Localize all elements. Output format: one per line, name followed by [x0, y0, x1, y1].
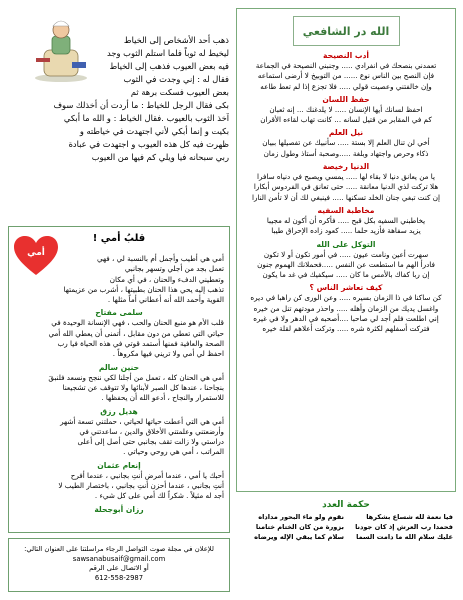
essay-line: دراستي ولا زالت تقف بجانبي حتى أصل إلى أعلى [77, 437, 224, 447]
essay-line: قلب الأم هو منبع الحنان والحب ، فهي الإنسانة الوحيدة في [51, 318, 224, 328]
author-name: إنعام عثمان [97, 460, 141, 470]
essay-line: للاستمرار والنجاح ، أدعو الله أن يحفظها . [101, 393, 224, 403]
poem-line: احفظ لسانك أيها الإنسان ..... لا يلدغنك ... إنه ثعبان [269, 104, 423, 114]
section-heading: نيل العلم [328, 128, 364, 138]
essay-line: أحبك يا أمي ، عندما أمرض أنتِ بجانبي ، عندما أفرح [70, 470, 224, 480]
poem-line: كم في المقابر من قتيل لسانه ... كانت تهاب لقاءه الأقران [260, 115, 432, 125]
author-name: هديل رزق [100, 406, 138, 416]
ad-contact-panel [8, 538, 230, 592]
essay-line: أمي هي الحنان كله ، تعمل من أجلنا لكي ننجح ونسعد فلنبقَ [48, 372, 224, 382]
heart-icon [13, 235, 59, 277]
poem-line: كن ساكنا في ذا الزمان بسيره ..... وعن الورى كن راهبا في ديره [250, 293, 442, 303]
story-line: ربي سبحانه فيا ويلي كم فيها من العيوب [91, 152, 229, 162]
poem-line: يخاطبني السفيه بكل قبح ..... فأكره أن أكون له مجيبا [266, 215, 426, 225]
poem-line: سهرت أعين ونامت عيون ..... في أمور تكون أو لا تكون [263, 249, 429, 259]
author-name: سلمى مفتاح [95, 308, 143, 318]
story-line: بكيت و إنما أبكي لأني اجتهدت في خياطته و [79, 126, 229, 136]
verse: بزورة من كان الختام ختامنا [255, 523, 344, 531]
mother-heading: قلبُ أمي ! [92, 233, 146, 244]
story-line: ليخيط له ثوباً فلما استلم الثوب وجد [107, 48, 229, 58]
wisdom-verses [236, 512, 456, 542]
essay-line: تعمل بجد من أجلي وتسهر بجانبي [124, 264, 224, 274]
verse: نقوم ولو ماء البحور مداداه [258, 513, 344, 521]
poem-line: هلا تركت لذي الدنيا معانقة ..... حتى تعانق في الفردوس أبكارا [253, 182, 439, 192]
poem-line: وإن خالفتني وعصيت قولي ..... فلا تجزع إذا لم تعط طاعه [260, 81, 432, 91]
story-line: بكى فقال الرجل للخياط : ما أردت أن أخذلك سوف [53, 100, 229, 110]
section-heading: التوكل على الله [316, 239, 376, 249]
story-line: ذهب أحد الأشخاص إلى الخياط [123, 35, 229, 45]
story-line: ظهرت فيه كل هذه العيوب و اجتهدت في عبادة [68, 139, 229, 149]
essay-line: أمي هي أطيب وأجمل أم بالنسبة لي ، فهي [96, 254, 224, 263]
section-heading: حفظ اللسان [322, 94, 370, 104]
essay-line: أنتِ بجانبي ، عندما أحزن أنتِ بجانبي ، باختصار الطيب لا [58, 481, 224, 491]
poem-line: فإن النصح بين الناس نوع ...... من التوبيخ لا أرضى استماعه [257, 71, 435, 81]
verse: عليك سلام الله ما دامت السما [356, 533, 453, 541]
section-heading: أدب النصيحة [323, 51, 369, 60]
poem-line: فتركت أسفلهم لكثرة شره ..... وتركت أعلاهم لقلة خيره [262, 324, 430, 334]
verse: فحمدا رب العرش إذ كان جودنا [355, 523, 453, 531]
heart-label: أمي [27, 248, 45, 258]
essay-line: الصحة والعافية فمنها أستمد قوتي في هذه الحياة فيا رب [57, 339, 224, 349]
verse: سلام كما يبقي الإله ويرضاه [254, 533, 344, 541]
story-line: فيه بعض العيوب فذهب إلى الخياط [109, 61, 229, 71]
essay-line: وتعطيني الدفء والحنان ، في أي مكان [109, 274, 224, 284]
essay-line: القوية وأحمد الله أنه أعطاني أماً مثلها . [107, 295, 224, 305]
poem-line: يا من يعانق دنيا لا بقاء لها ..... يمسي ويصبح في دنياه سافرا [257, 172, 435, 182]
section-heading: الدنيا رخيصة [322, 162, 370, 172]
ad-phone: 612-558-2987 [94, 573, 144, 582]
author-name: رزان أبوجحلة [94, 504, 144, 514]
mother-panel [8, 226, 230, 533]
shafii-body [237, 50, 455, 335]
essay-line: حياتي التي تعطي من دون مقابل ، أتمنى أن يعطي الله أمي [48, 328, 224, 338]
wisdom-title: حكمة العدد [322, 500, 370, 510]
poem-line: أخي لن تنال العلم إلا بستة ..... سأنبيك عن تفصيلها ببيان [262, 138, 430, 148]
poem-line: إن كنت تبغي جنان الخلد تسكنها ..... فينبغي لك أن لا تأمن النارا [251, 192, 441, 202]
story-panel [8, 8, 229, 220]
essay-line: المراتب ، أمي هي روحي وحياتي . [123, 447, 224, 457]
story-line: آخذ الثوب بالعيوب .فقال الخياط : و الله ما أبكي [63, 113, 229, 123]
poem-line: فادرأ الهم ما استطعت عن النفس .....فحملانك الهموم جنون [257, 259, 435, 269]
section-heading: كيف تعاشر الناس ؟ [309, 283, 383, 293]
story-line: فقال له : إني وجدت في الثوب [123, 74, 229, 84]
verse: فيا نعمة لله شساع بشكرها [366, 513, 453, 521]
ad-line: للإعلان في مجلة صوت التواصل الرجاء مراسلتنا على العنوان التالي: [24, 545, 214, 553]
section-heading: مخاطبة السفيه [317, 205, 375, 215]
poem-line: واغسل يديك من الزمان وأهله ..... واحذر مودتهم تنل من خيره [253, 303, 439, 313]
poem-line: إن ربا كفاك بالأمس ما كان ..... سيكفيك في غد ما يكون [262, 270, 430, 280]
wisdom-panel [236, 496, 456, 592]
poem-line: إني اطلعت فلم أجد لي صاحبا ....أصحبه في الدهر ولا في غيره [253, 314, 439, 324]
essay-line: وأرضعتني وعلمتني الأخلاق والدين ، ساعدتني في [79, 426, 224, 436]
essay-line: احفظ لي أمي ولا تريني فيها مكروهاً . [112, 349, 224, 359]
ad-line: أو الاتصال على الرقم [89, 564, 149, 572]
poem-line: تعمدني بنصحك في انفرادي ..... وجنبني النصيحة في الجماعة [255, 61, 437, 70]
author-name: حنين سالم [98, 362, 140, 372]
shafii-title: الله در الشافعي [293, 16, 400, 46]
poem-line: يزيد سفاهة فأزيد حلما ..... كعود زاده الإحراق طيبا [271, 226, 421, 236]
essay-line: تذهب إليه يحي هذا الحنان بطبيتها ، أشرب من عزيمتها [63, 284, 224, 294]
story-line: بعض العيوب فسكت برهة ثم [130, 87, 229, 97]
poem-line: ذكاء وحرص واجتهاد وبلغة .....وصحبة أستاذ وطول زمان [263, 148, 429, 158]
essay-line: أمي هي التي أعطت حياتها لحياتي ، حملتني تسعة أشهر [60, 416, 224, 426]
essay-line: أجد له مثيلاً . شكراً لك أمي على كل شيء . [94, 491, 224, 501]
ad-email[interactable]: sawsanabusaif@gmail.com [72, 554, 166, 563]
essay-line: بنجاحنا ، عندها كل الصبر لأبنائها ولا تتوقف عن تشجيعنا [62, 382, 224, 392]
tailor-illustration [28, 14, 94, 84]
shafii-poetry-panel [236, 8, 456, 492]
